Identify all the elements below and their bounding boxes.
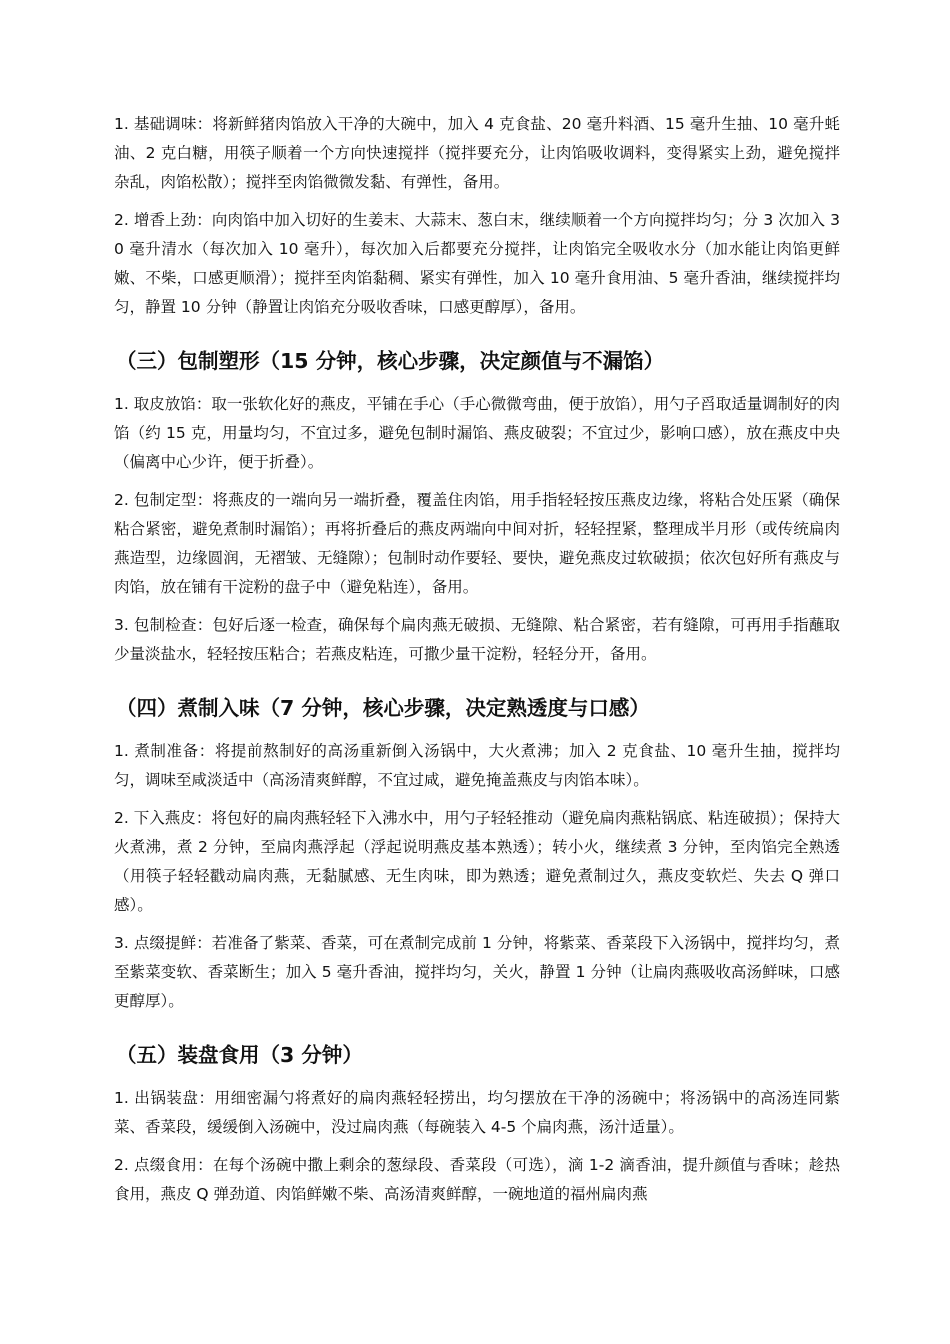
section-heading: （四）煮制入味（7 分钟，核心步骤，决定熟透度与口感） (116, 696, 650, 720)
step-paragraph: 1. 取皮放馅：取一张软化好的燕皮，平铺在手心（手心微微弯曲，便于放馅），用勺子舀取适量调制好的肉馅（约 15 克，用量均匀，不宜过多，避免包制时漏馅、燕皮破裂；不宜过少，影响口感），放在燕皮中央（偏离中心少许，便于折叠）。 (114, 395, 840, 471)
step-paragraph: 2. 下入燕皮：将包好的扁肉燕轻轻下入沸水中，用勺子轻轻推动（避免扁肉燕粘锅底、粘连破损）；保持大火煮沸，煮 2 分钟，至扁肉燕浮起（浮起说明燕皮基本熟透）；转小火，继续煮 3 分钟，至肉馅完全熟透（用筷子轻轻戳动扁肉燕，无黏腻感、无生肉味，即为熟透；避免煮制过久，燕皮变软烂、失去 Q 弹口感）。 (114, 809, 840, 914)
document-page (114, 110, 840, 1218)
step-paragraph: 1. 基础调味：将新鲜猪肉馅放入干净的大碗中，加入 4 克食盐、20 毫升料酒、15 毫升生抽、10 毫升蚝油、2 克白糖，用筷子顺着一个方向快速搅拌（搅拌要充分，让肉馅吸收调料，变得紧实上劲，避免搅拌杂乱，肉馅松散）；搅拌至肉馅微微发黏、有弹性，备用。 (114, 115, 840, 191)
section-heading: （五）装盘食用（3 分钟） (116, 1043, 363, 1067)
section-serving (114, 1040, 840, 1209)
section-cooking (114, 693, 840, 1016)
step-paragraph: 3. 点缀提鲜：若准备了紫菜、香菜，可在煮制完成前 1 分钟，将紫菜、香菜段下入汤锅中，搅拌均匀，煮至紫菜变软、香菜断生；加入 5 毫升香油，搅拌均匀，关火，静置 1 分钟（让扁肉燕吸收高汤鲜味，口感更醇厚）。 (114, 934, 840, 1010)
section-heading: （三）包制塑形（15 分钟，核心步骤，决定颜值与不漏馅） (116, 349, 665, 373)
section-wrapping (114, 346, 840, 669)
step-paragraph: 1. 煮制准备：将提前熬制好的高汤重新倒入汤锅中，大火煮沸；加入 2 克食盐、10 毫升生抽，搅拌均匀，调味至咸淡适中（高汤清爽鲜醇，不宜过咸，避免掩盖燕皮与肉馅本味）。 (114, 742, 840, 789)
step-paragraph: 1. 出锅装盘：用细密漏勺将煮好的扁肉燕轻轻捞出，均匀摆放在干净的汤碗中；将汤锅中的高汤连同紫菜、香菜段，缓缓倒入汤碗中，没过扁肉燕（每碗装入 4-5 个扁肉燕，汤汁适量）。 (114, 1089, 840, 1136)
step-paragraph: 2. 包制定型：将燕皮的一端向另一端折叠，覆盖住肉馅，用手指轻轻按压燕皮边缘，将粘合处压紧（确保粘合紧密，避免煮制时漏馅）；再将折叠后的燕皮两端向中间对折，轻轻捏紧，整理成半月形（或传统扁肉燕造型，边缘圆润，无褶皱、无缝隙）；包制时动作要轻、要快，避免燕皮过软破损；依次包好所有燕皮与肉馅，放在铺有干淀粉的盘子中（避免粘连），备用。 (114, 491, 840, 596)
step-paragraph: 2. 增香上劲：向肉馅中加入切好的生姜末、大蒜末、葱白末，继续顺着一个方向搅拌均匀；分 3 次加入 30 毫升清水（每次加入 10 毫升），每次加入后都要充分搅拌，让肉馅完全吸收水分（加水能让肉馅更鲜嫩、不柴，口感更顺滑）；搅拌至肉馅黏稠、紧实有弹性，加入 10 毫升食用油、5 毫升香油，继续搅拌均匀，静置 10 分钟（静置让肉馅充分吸收香味，口感更醇厚），备用。 (114, 211, 840, 316)
step-paragraph: 3. 包制检查：包好后逐一检查，确保每个扁肉燕无破损、无缝隙、粘合紧密，若有缝隙，可再用手指蘸取少量淡盐水，轻轻按压粘合；若燕皮粘连，可撒少量干淀粉，轻轻分开，备用。 (114, 616, 840, 663)
step-paragraph: 2. 点缀食用：在每个汤碗中撒上剩余的葱绿段、香菜段（可选），滴 1-2 滴香油，提升颜值与香味；趁热食用，燕皮 Q 弹劲道、肉馅鲜嫩不柴、高汤清爽鲜醇，一碗地道的福州扁肉燕 (114, 1156, 840, 1203)
